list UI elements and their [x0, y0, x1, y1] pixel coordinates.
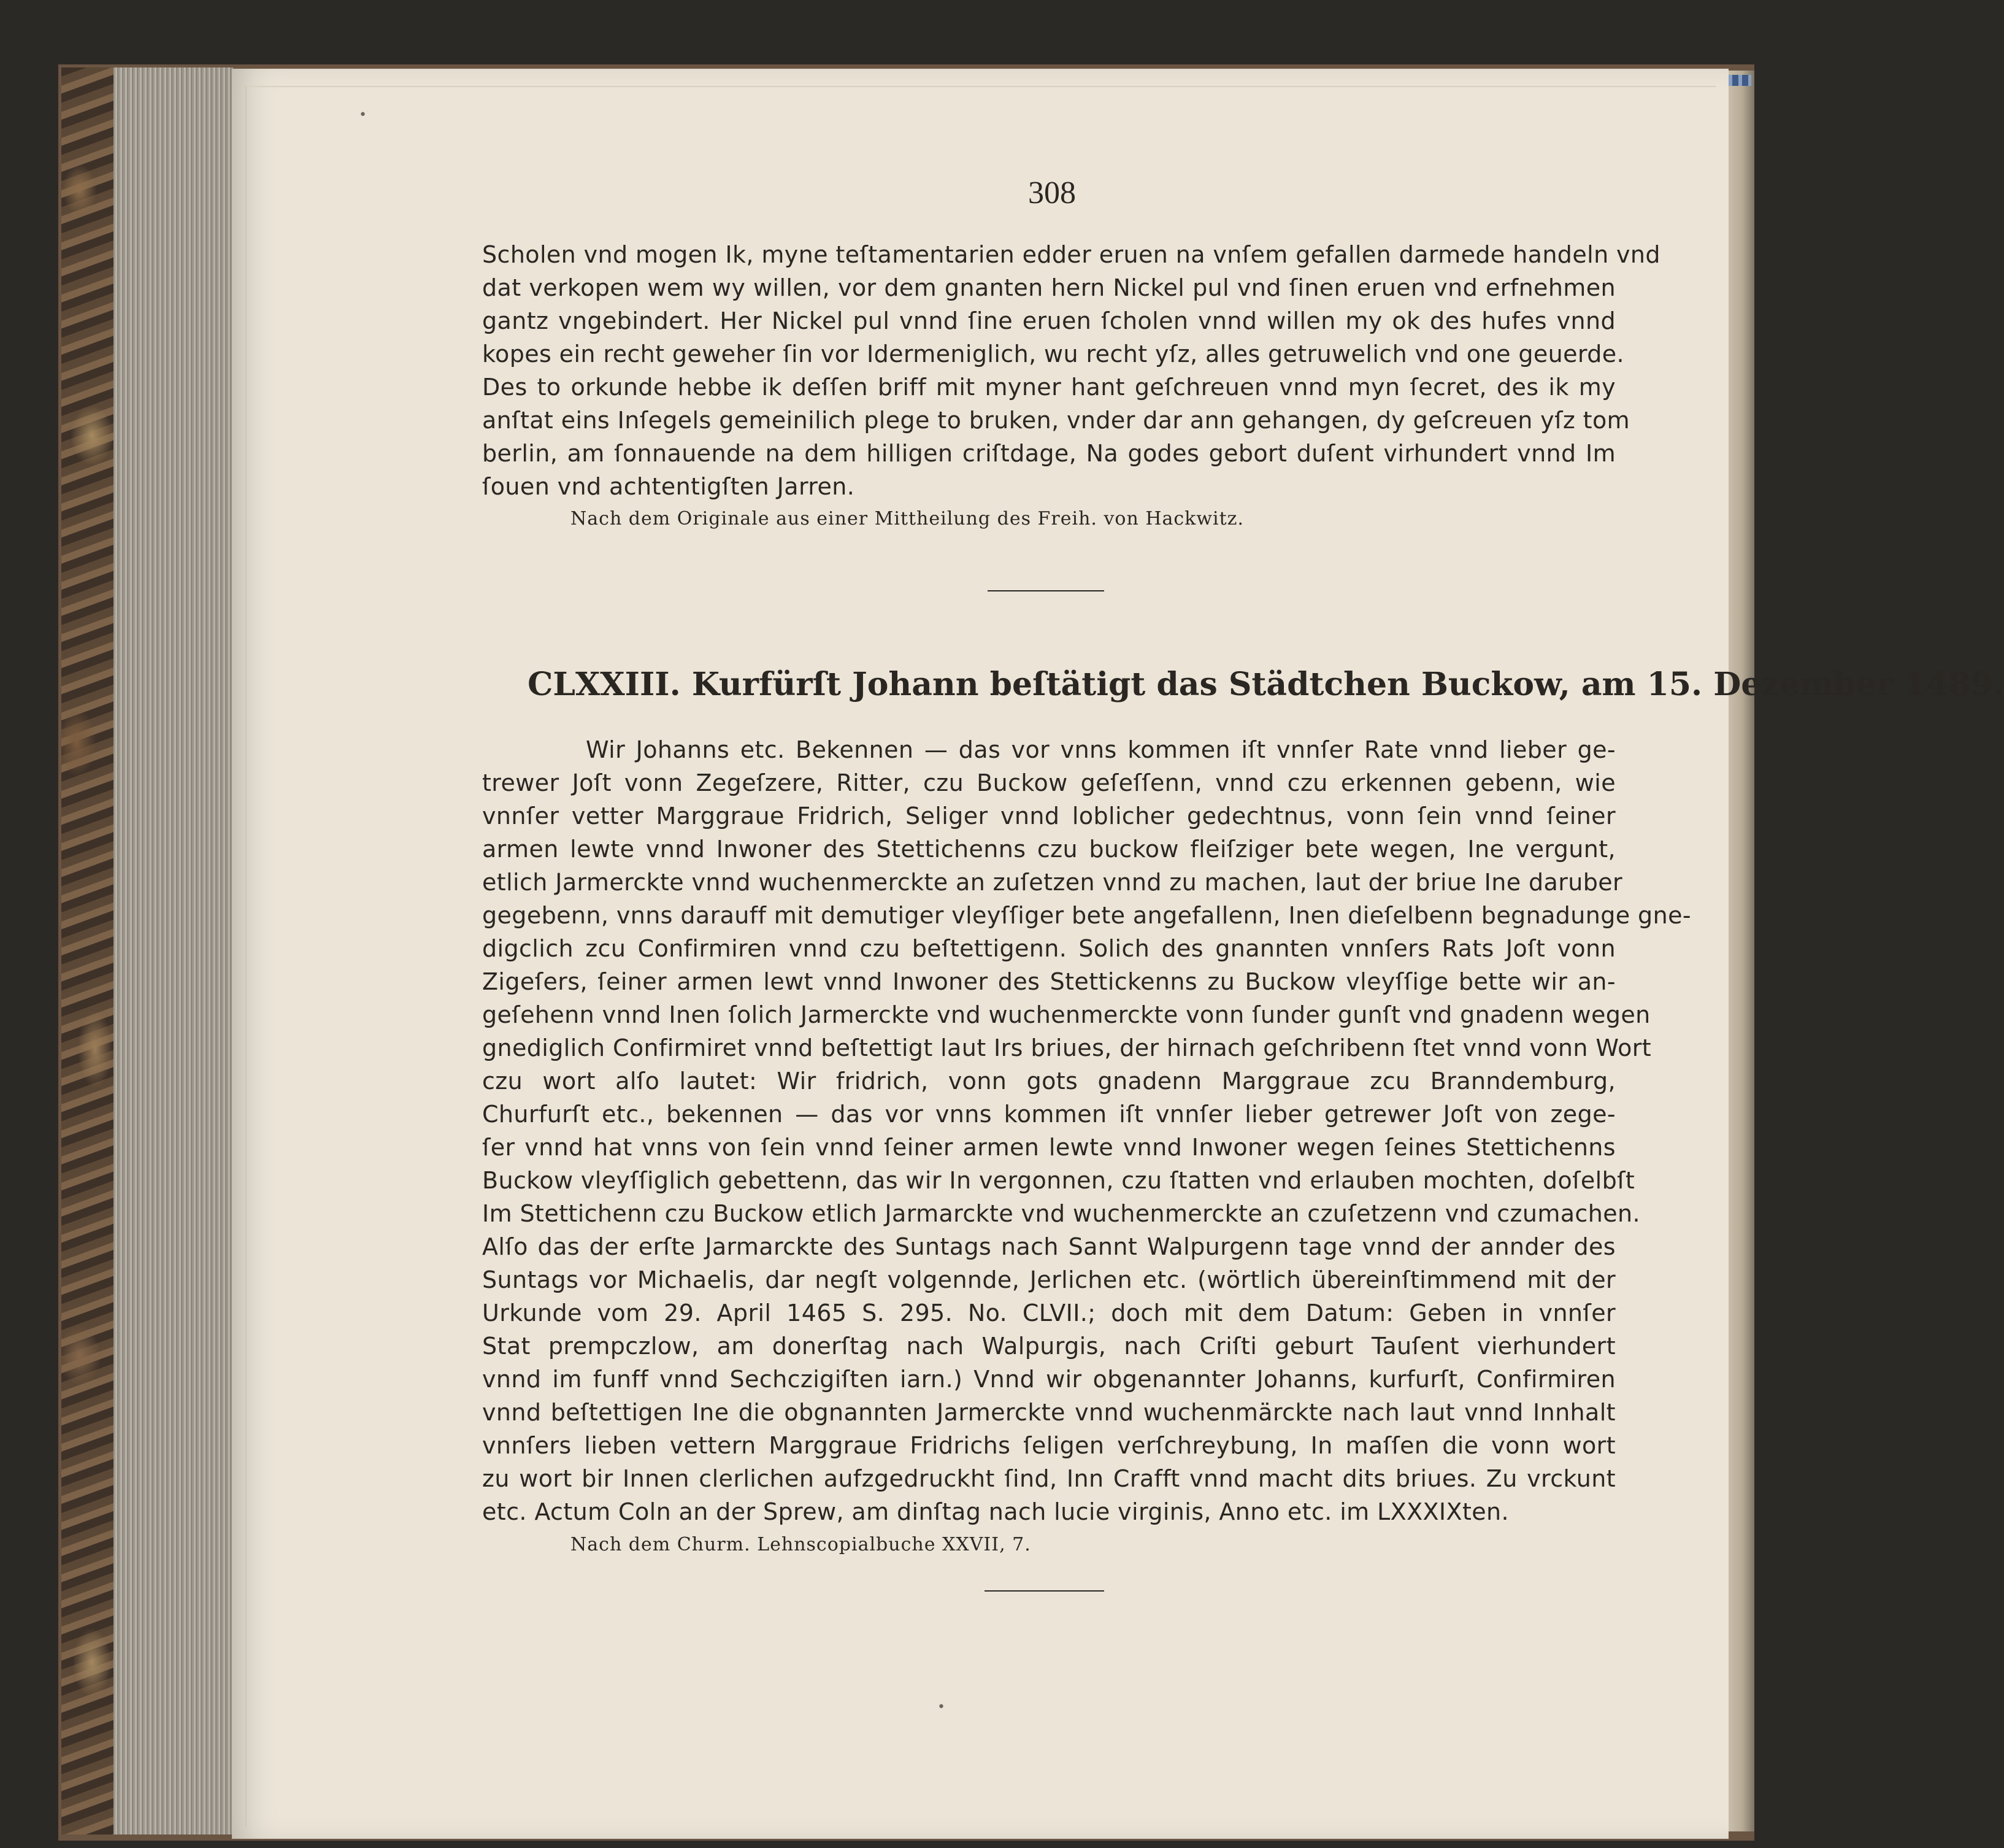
body-line: Suntags vor Michaelis, dar negſt volgennde, Jerlichen etc. (wörtlich übereinſtimmend mit der: [482, 1266, 1616, 1293]
body-line: Zigeſers, ſeiner armen lewt vnnd Inwoner des Stettickenns zu Buckow vleyſſige bette wir an-: [482, 968, 1616, 995]
page-speck: •: [937, 1700, 945, 1715]
body-line: Alſo das der erſte Jarmarckte des Suntags nach Sannt Walpurgenn tage vnnd der annder des: [482, 1233, 1616, 1260]
body-line: kopes ein recht geweher ſin vor Idermeniglich, wu recht yſz, alles getruwelich vnd one geuerde.: [482, 341, 1625, 368]
body-line: armen lewte vnnd Inwoner des Stettichenns czu buckow fleiſziger bete wegen, Ine vergunt,: [482, 836, 1616, 863]
body-line: geſehenn vnnd Inen ſolich Jarmerckte vnd wuchenmerckte vonn ſunder gunſt vnd gnadenn wegen: [482, 1001, 1651, 1028]
body-line: Stat prempczlow, am donerſtag nach Walpurgis, nach Criſti geburt Tauſent vierhundert: [482, 1333, 1616, 1360]
page-speck: •: [359, 107, 367, 123]
body-line: Scholen vnd mogen Ik, myne teſtamentarien edder eruen na vnſem gefallen darmede handeln vnd: [482, 241, 1660, 268]
body-line: Urkunde vom 29. April 1465 S. 295. No. CLVII.; doch mit dem Datum: Geben in vnnſer: [482, 1299, 1616, 1326]
body-line: vnnd beſtettigen Ine die obgnannten Jarmerckte vnnd wuchenmärckte nach laut vnnd Innhalt: [482, 1399, 1616, 1426]
body-line: Buckow vleyſſiglich gebettenn, das wir In vergonnen, czu ſtatten vnd erlauben mochten, doſelbſt: [482, 1167, 1635, 1194]
body-line: berlin, am ſonnauende na dem hilligen criſtdage, Na godes gebort duſent virhundert vnnd Im: [482, 440, 1616, 467]
body-line: Wir Johanns etc. Bekennen — das vor vnns kommen iſt vnnſer Rate vnnd lieber ge-: [586, 736, 1616, 763]
body-line: digclich zcu Confirmiren vnnd czu beſtettigenn. Solich des gnannten vnnſers Rats Joſt vonn: [482, 935, 1616, 962]
body-line: zu wort bir Innen clerlichen aufzgedruckht ſind, Inn Crafft vnnd macht dits briues. Zu vrckunt: [482, 1465, 1616, 1492]
body-line: ſer vnnd hat vnns von ſein vnnd ſeiner armen lewte vnnd Inwoner wegen ſeines Stettichenns: [482, 1134, 1616, 1161]
section-divider: [985, 1590, 1104, 1592]
body-line: ſouen vnd achtentigſten Jarren.: [482, 473, 855, 500]
body-line: Churfurſt etc., bekennen — das vor vnns kommen iſt vnnſer lieber getrewer Joſt von zege-: [482, 1101, 1616, 1128]
page-number: 308: [1028, 175, 1076, 210]
body-line: anſtat eins Inſegels gemeinilich plege to bruken, vnder dar ann gehangen, dy geſcreuen yſz tom: [482, 407, 1630, 434]
body-line: vnnſer vetter Marggraue Fridrich, Seliger vnnd loblicher gedechtnus, vonn ſein vnnd ſeiner: [482, 803, 1616, 830]
body-line: dat verkopen wem wy willen, vor dem gnanten hern Nickel pul vnd ſinen eruen vnd erfnehmen: [482, 274, 1616, 301]
body-line: czu wort alſo lautet: Wir fridrich, vonn gots gnadenn Marggraue zcu Branndemburg,: [482, 1068, 1616, 1095]
body-line: Des to orkunde hebbe ik deſſen briff mit myner hant geſchreuen vnnd myn ſecret, des ik my: [482, 374, 1616, 401]
document-heading: CLXXIII. Kurfürſt Johann beſtätigt das Städtchen Buckow, am 15. Dezember 1489.: [528, 666, 2004, 703]
body-line: gantz vngebindert. Her Nickel pul vnnd ſine eruen ſcholen vnnd willen my ok des hufes vnnd: [482, 307, 1616, 334]
body-line: trewer Joſt vonn Zegeſzere, Ritter, czu Buckow geſeſſenn, vnnd czu erkennen gebenn, wie: [482, 769, 1616, 796]
body-line: vnnſers lieben vettern Marggraue Fridrichs ſeligen verſchreybung, In maſſen die vonn wort: [482, 1432, 1616, 1459]
section-divider: [988, 590, 1104, 591]
source-note: Nach dem Originale aus einer Mittheilung des Freih. von Hackwitz.: [570, 508, 1245, 529]
body-line: gnediglich Confirmiret vnnd beſtettigt laut Irs briues, der hirnach geſchribenn ſtet vnnd vonn Wort: [482, 1034, 1652, 1061]
body-line: gegebenn, vnns darauff mit demutiger vleyſſiger bete angefallenn, Inen dieſelbenn begnadunge gne-: [482, 902, 1691, 929]
body-line: Im Stettichenn czu Buckow etlich Jarmarckte vnd wuchenmerckte an czuſetzenn vnd czumachen.: [482, 1200, 1640, 1227]
body-line: vnnd im funff vnnd Sechczigiſten iarn.) Vnnd wir obgenannter Johanns, kurfurſt, Confirmiren: [482, 1366, 1616, 1393]
body-line: etc. Actum Coln an der Sprew, am dinſtag nach lucie virginis, Anno etc. im LXXXIXten.: [482, 1498, 1510, 1525]
source-note: Nach dem Churm. Lehnscopialbuche XXVII, 7.: [570, 1534, 1031, 1555]
body-line: etlich Jarmerckte vnnd wuchenmerckte an zuſetzen vnnd zu machen, laut der briue Ine daruber: [482, 869, 1623, 896]
